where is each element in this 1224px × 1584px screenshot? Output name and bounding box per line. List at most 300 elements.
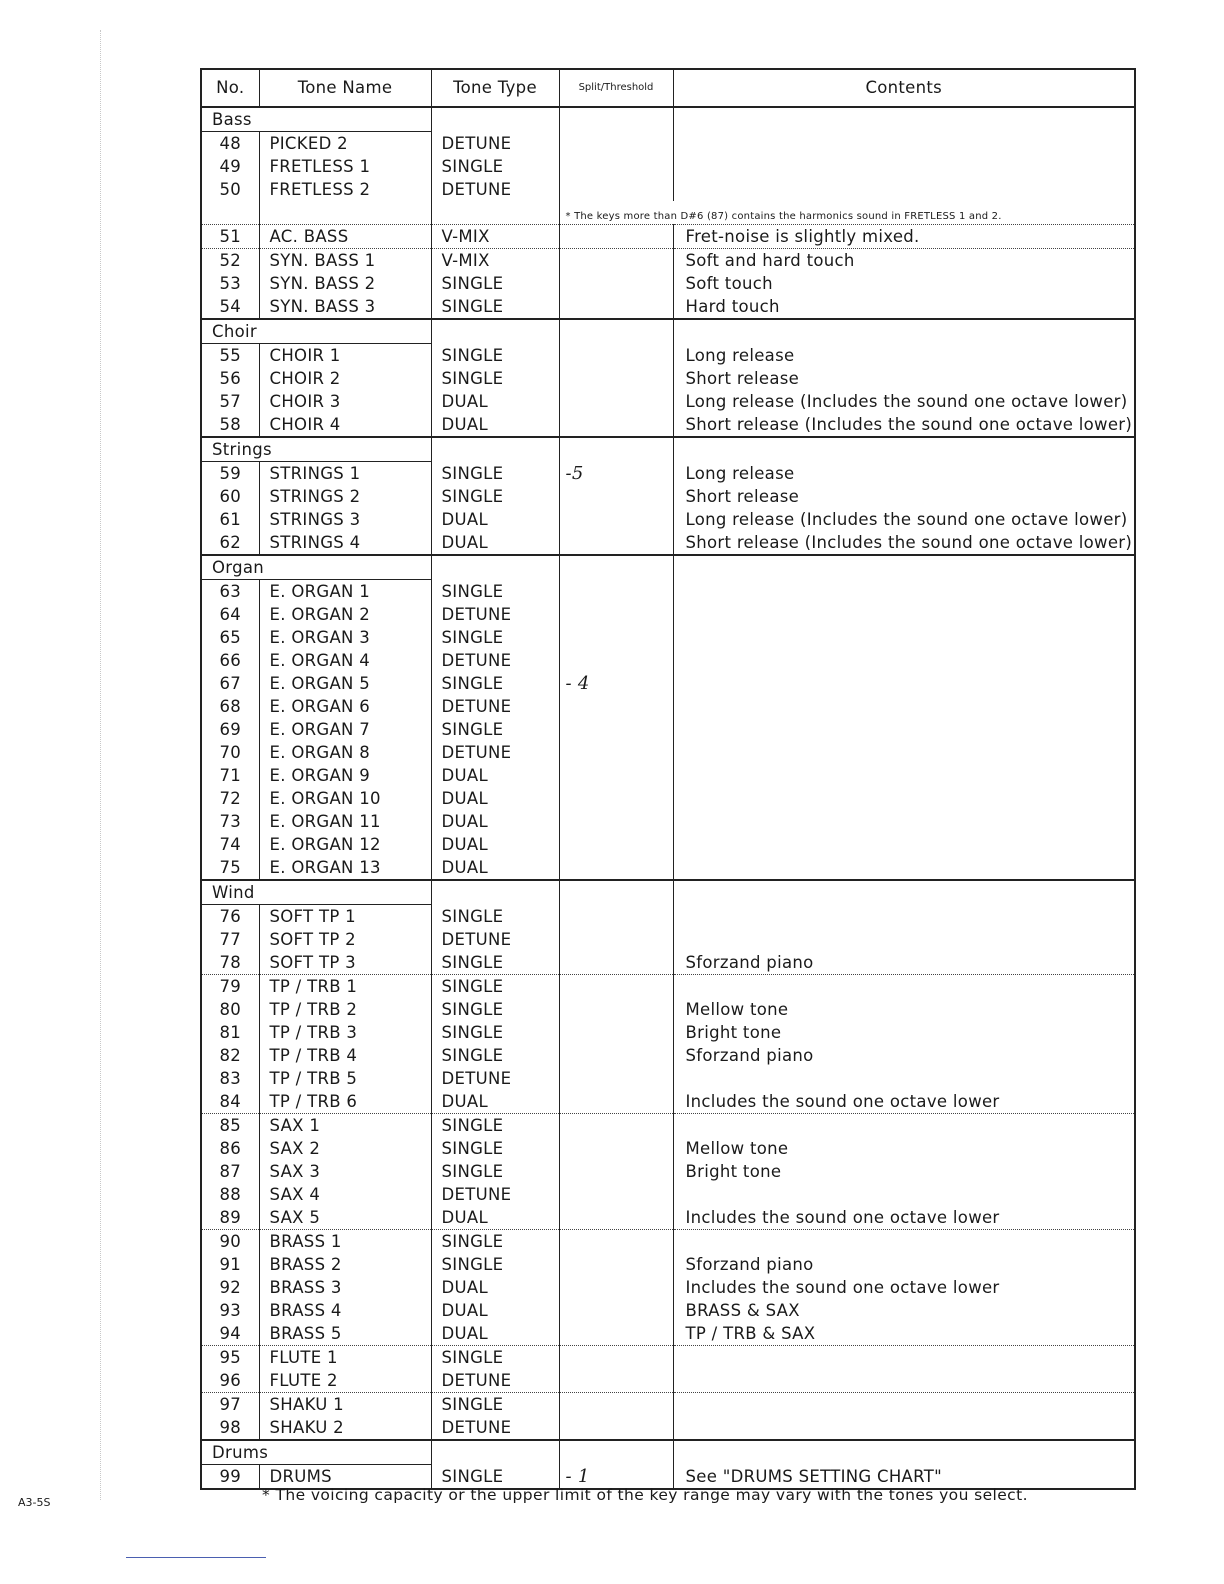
table-row [201,295,1135,319]
tone-type: DUAL [431,764,559,787]
table-row [201,390,1135,413]
split-threshold [559,787,673,810]
table-row [201,531,1135,555]
tone-name: STRINGS 4 [259,531,431,555]
tone-name: BRASS 4 [259,1299,431,1322]
contents: Short release [673,367,1135,390]
tone-name: TP / TRB 4 [259,1044,431,1067]
category-split-cell [559,437,673,462]
tone-type: SINGLE [431,998,559,1021]
contents [673,649,1135,672]
contents: See "DRUMS SETTING CHART" [673,1465,1135,1490]
tone-name: E. ORGAN 8 [259,741,431,764]
bottom-rule [126,1557,266,1558]
split-threshold [559,485,673,508]
contents [673,1230,1135,1254]
tone-type: SINGLE [431,1137,559,1160]
category-contents-cell [673,880,1135,905]
tone-number: 86 [201,1137,259,1160]
contents [673,856,1135,880]
split-threshold [559,1114,673,1138]
category-split-cell [559,555,673,580]
tone-type: DETUNE [431,132,559,156]
contents: Includes the sound one octave lower [673,1276,1135,1299]
category-type-cell [431,555,559,580]
tone-number: 57 [201,390,259,413]
tone-number: 77 [201,928,259,951]
harmonics-note: * The keys more than D#6 (87) contains the harmonics sound in FRETLESS 1 and 2. [559,201,1135,225]
note-spacer-name [259,201,431,225]
category-type-cell [431,319,559,344]
table-row [201,998,1135,1021]
split-threshold [559,1090,673,1114]
tone-name: SAX 3 [259,1160,431,1183]
tone-number: 59 [201,462,259,486]
table-row [201,580,1135,604]
tone-type: SINGLE [431,1021,559,1044]
split-threshold [559,178,673,201]
tone-type: SINGLE [431,1044,559,1067]
split-threshold [559,626,673,649]
tone-number: 55 [201,344,259,368]
table-row [201,787,1135,810]
tone-name: FRETLESS 2 [259,178,431,201]
tone-type: SINGLE [431,1230,559,1254]
table-row [201,695,1135,718]
page-edge-marks [100,30,102,1500]
tone-type: DUAL [431,413,559,437]
tone-name: E. ORGAN 10 [259,787,431,810]
category-contents-cell [673,107,1135,132]
tone-type: SINGLE [431,975,559,999]
tone-type: SINGLE [431,718,559,741]
tone-type: DETUNE [431,741,559,764]
category-row [201,555,1135,580]
tone-type: SINGLE [431,272,559,295]
tone-type: SINGLE [431,1114,559,1138]
tone-type: DUAL [431,810,559,833]
tone-type: DETUNE [431,603,559,626]
tone-name: STRINGS 3 [259,508,431,531]
tone-name: E. ORGAN 9 [259,764,431,787]
category-split-cell [559,880,673,905]
tone-number: 50 [201,178,259,201]
contents: Long release [673,344,1135,368]
tone-name: SYN. BASS 3 [259,295,431,319]
contents [673,975,1135,999]
tone-number: 72 [201,787,259,810]
table-body [201,107,1135,1489]
split-threshold [559,413,673,437]
contents: Mellow tone [673,998,1135,1021]
tone-type: SINGLE [431,155,559,178]
tone-type: DUAL [431,856,559,880]
split-threshold [559,1253,673,1276]
split-threshold [559,1206,673,1230]
tone-type: SINGLE [431,344,559,368]
tone-number: 62 [201,531,259,555]
contents [673,178,1135,201]
tone-number: 76 [201,905,259,929]
tone-type: SINGLE [431,1346,559,1370]
contents [673,1346,1135,1370]
contents: Mellow tone [673,1137,1135,1160]
split-threshold [559,1346,673,1370]
tone-number: 70 [201,741,259,764]
split-threshold [559,741,673,764]
contents: Long release (Includes the sound one octave lower) [673,508,1135,531]
contents [673,833,1135,856]
header-tone-type: Tone Type [431,69,559,107]
tone-type: SINGLE [431,905,559,929]
tone-type: SINGLE [431,626,559,649]
tone-type: SINGLE [431,367,559,390]
table-row [201,1067,1135,1090]
split-threshold: - 1 [559,1465,673,1490]
tone-name: SOFT TP 3 [259,951,431,975]
tone-number: 68 [201,695,259,718]
tone-name: SOFT TP 2 [259,928,431,951]
split-threshold: -5 [559,462,673,486]
tone-type: SINGLE [431,485,559,508]
category-contents-cell [673,555,1135,580]
tone-number: 65 [201,626,259,649]
tone-table [200,68,1136,1490]
tone-number: 75 [201,856,259,880]
page-code: A3-5S [18,1496,51,1509]
tone-name: FRETLESS 1 [259,155,431,178]
table-row [201,1276,1135,1299]
split-threshold [559,603,673,626]
tone-name: CHOIR 1 [259,344,431,368]
tone-name: SAX 1 [259,1114,431,1138]
tone-type: DETUNE [431,695,559,718]
tone-number: 94 [201,1322,259,1346]
tone-number: 88 [201,1183,259,1206]
tone-name: TP / TRB 3 [259,1021,431,1044]
table-row [201,508,1135,531]
category-label: Drums [201,1440,431,1465]
contents: Soft touch [673,272,1135,295]
split-threshold [559,225,673,249]
table-row [201,1230,1135,1254]
tone-number: 97 [201,1393,259,1417]
split-threshold [559,1230,673,1254]
tone-name: CHOIR 2 [259,367,431,390]
tone-number: 56 [201,367,259,390]
tone-number: 64 [201,603,259,626]
tone-type: DUAL [431,1299,559,1322]
table-row [201,626,1135,649]
note-spacer-type [431,201,559,225]
category-type-cell [431,107,559,132]
table-row [201,928,1135,951]
table-row [201,905,1135,929]
split-threshold [559,132,673,156]
table-row [201,272,1135,295]
tone-number: 51 [201,225,259,249]
category-split-cell [559,107,673,132]
header-no: No. [201,69,259,107]
contents [673,787,1135,810]
split-threshold [559,1137,673,1160]
table-row [201,1021,1135,1044]
tone-name: SYN. BASS 2 [259,272,431,295]
table-row [201,1206,1135,1230]
tone-type: SINGLE [431,1253,559,1276]
tone-name: E. ORGAN 7 [259,718,431,741]
note-spacer-no [201,201,259,225]
tone-type: SINGLE [431,672,559,695]
tone-name: E. ORGAN 3 [259,626,431,649]
tone-number: 90 [201,1230,259,1254]
split-threshold [559,928,673,951]
tone-number: 73 [201,810,259,833]
tone-name: SOFT TP 1 [259,905,431,929]
tone-number: 78 [201,951,259,975]
tone-number: 71 [201,764,259,787]
category-row [201,880,1135,905]
table-row [201,833,1135,856]
tone-name: SAX 5 [259,1206,431,1230]
tone-name: E. ORGAN 5 [259,672,431,695]
contents: Long release (Includes the sound one octave lower) [673,390,1135,413]
contents: Hard touch [673,295,1135,319]
table-row [201,810,1135,833]
contents: Short release (Includes the sound one octave lower) [673,531,1135,555]
split-threshold [559,1416,673,1440]
split-threshold [559,764,673,787]
split-threshold [559,295,673,319]
table-row [201,132,1135,156]
header-contents: Contents [673,69,1135,107]
tone-number: 54 [201,295,259,319]
contents: Short release (Includes the sound one octave lower) [673,413,1135,437]
tone-type: SINGLE [431,1393,559,1417]
tone-number: 92 [201,1276,259,1299]
tone-type: DUAL [431,1090,559,1114]
tone-name: E. ORGAN 6 [259,695,431,718]
tone-name: E. ORGAN 11 [259,810,431,833]
tone-type: DUAL [431,390,559,413]
contents [673,1416,1135,1440]
split-threshold [559,1183,673,1206]
header-split-threshold: Split/Threshold [559,69,673,107]
contents: Bright tone [673,1160,1135,1183]
split-threshold [559,155,673,178]
split-threshold [559,508,673,531]
tone-number: 82 [201,1044,259,1067]
tone-name: E. ORGAN 13 [259,856,431,880]
tone-number: 69 [201,718,259,741]
table-row [201,1137,1135,1160]
tone-number: 48 [201,132,259,156]
table-row [201,249,1135,273]
tone-number: 74 [201,833,259,856]
contents [673,905,1135,929]
bass-note-row [201,201,1135,225]
split-threshold [559,1299,673,1322]
category-split-cell [559,319,673,344]
category-label: Bass [201,107,431,132]
tone-number: 87 [201,1160,259,1183]
contents [673,1369,1135,1393]
table-row [201,225,1135,249]
table-row [201,1044,1135,1067]
split-threshold [559,344,673,368]
contents [673,1393,1135,1417]
category-contents-cell [673,437,1135,462]
category-label: Strings [201,437,431,462]
table-row [201,951,1135,975]
table-row [201,344,1135,368]
contents: Sforzand piano [673,1253,1135,1276]
tone-name: E. ORGAN 4 [259,649,431,672]
tone-type: DETUNE [431,1416,559,1440]
split-threshold [559,998,673,1021]
contents [673,626,1135,649]
category-label: Choir [201,319,431,344]
split-threshold [559,951,673,975]
contents [673,155,1135,178]
tone-number: 58 [201,413,259,437]
tone-name: TP / TRB 5 [259,1067,431,1090]
tone-type: DETUNE [431,178,559,201]
table-row [201,975,1135,999]
split-threshold [559,1393,673,1417]
contents [673,1183,1135,1206]
table-row [201,1393,1135,1417]
tone-name: FLUTE 2 [259,1369,431,1393]
tone-type: DUAL [431,1276,559,1299]
contents: TP / TRB & SAX [673,1322,1135,1346]
category-label: Wind [201,880,431,905]
tone-type: SINGLE [431,580,559,604]
table-row [201,649,1135,672]
header-tone-name: Tone Name [259,69,431,107]
category-row [201,319,1135,344]
tone-type: DUAL [431,833,559,856]
table-row [201,178,1135,201]
contents: Includes the sound one octave lower [673,1090,1135,1114]
tone-name: TP / TRB 2 [259,998,431,1021]
split-threshold [559,1044,673,1067]
tone-name: SAX 4 [259,1183,431,1206]
table-row [201,462,1135,486]
category-contents-cell [673,1440,1135,1465]
contents: Includes the sound one octave lower [673,1206,1135,1230]
split-threshold [559,856,673,880]
contents [673,928,1135,951]
table-row [201,155,1135,178]
tone-name: SHAKU 1 [259,1393,431,1417]
category-split-cell [559,1440,673,1465]
tone-number: 63 [201,580,259,604]
table-row [201,672,1135,695]
table-row [201,1253,1135,1276]
tone-number: 91 [201,1253,259,1276]
tone-name: E. ORGAN 12 [259,833,431,856]
split-threshold [559,905,673,929]
split-threshold [559,718,673,741]
table-row [201,1160,1135,1183]
tone-type: DUAL [431,508,559,531]
tone-type: DUAL [431,1206,559,1230]
tone-type: DUAL [431,531,559,555]
tone-number: 96 [201,1369,259,1393]
table-row [201,1416,1135,1440]
tone-type: DUAL [431,787,559,810]
tone-type: V-MIX [431,225,559,249]
table-row [201,1183,1135,1206]
split-threshold [559,1021,673,1044]
tone-type: DETUNE [431,1183,559,1206]
table-row [201,413,1135,437]
tone-name: PICKED 2 [259,132,431,156]
tone-number: 93 [201,1299,259,1322]
category-row [201,107,1135,132]
tone-name: TP / TRB 6 [259,1090,431,1114]
tone-type: DETUNE [431,928,559,951]
tone-number: 52 [201,249,259,273]
split-threshold [559,367,673,390]
contents: Bright tone [673,1021,1135,1044]
table-row [201,741,1135,764]
tone-number: 89 [201,1206,259,1230]
contents [673,132,1135,156]
category-row [201,1440,1135,1465]
table-row [201,603,1135,626]
tone-type: SINGLE [431,951,559,975]
table-row [201,764,1135,787]
tone-type: DETUNE [431,1369,559,1393]
table-row [201,856,1135,880]
split-threshold [559,272,673,295]
tone-number: 83 [201,1067,259,1090]
tone-number: 53 [201,272,259,295]
split-threshold [559,531,673,555]
contents: Sforzand piano [673,1044,1135,1067]
tone-number: 49 [201,155,259,178]
tone-type: SINGLE [431,295,559,319]
tone-name: FLUTE 1 [259,1346,431,1370]
tone-type: SINGLE [431,1465,559,1490]
split-threshold [559,390,673,413]
split-threshold [559,975,673,999]
tone-name: CHOIR 3 [259,390,431,413]
footnote: * The voicing capacity or the upper limit of the key range may vary with the tones you select. [262,1486,1028,1504]
split-threshold [559,249,673,273]
tone-number: 79 [201,975,259,999]
tone-name: AC. BASS [259,225,431,249]
table-row [201,1322,1135,1346]
tone-name: BRASS 5 [259,1322,431,1346]
tone-number: 95 [201,1346,259,1370]
tone-number: 84 [201,1090,259,1114]
tone-name: E. ORGAN 2 [259,603,431,626]
contents: BRASS & SAX [673,1299,1135,1322]
tone-name: E. ORGAN 1 [259,580,431,604]
split-threshold [559,833,673,856]
contents [673,603,1135,626]
split-threshold [559,649,673,672]
tone-type: SINGLE [431,1160,559,1183]
table-header-row [201,69,1135,107]
split-threshold [559,1276,673,1299]
table-row [201,1369,1135,1393]
category-type-cell [431,437,559,462]
contents: Fret-noise is slightly mixed. [673,225,1135,249]
